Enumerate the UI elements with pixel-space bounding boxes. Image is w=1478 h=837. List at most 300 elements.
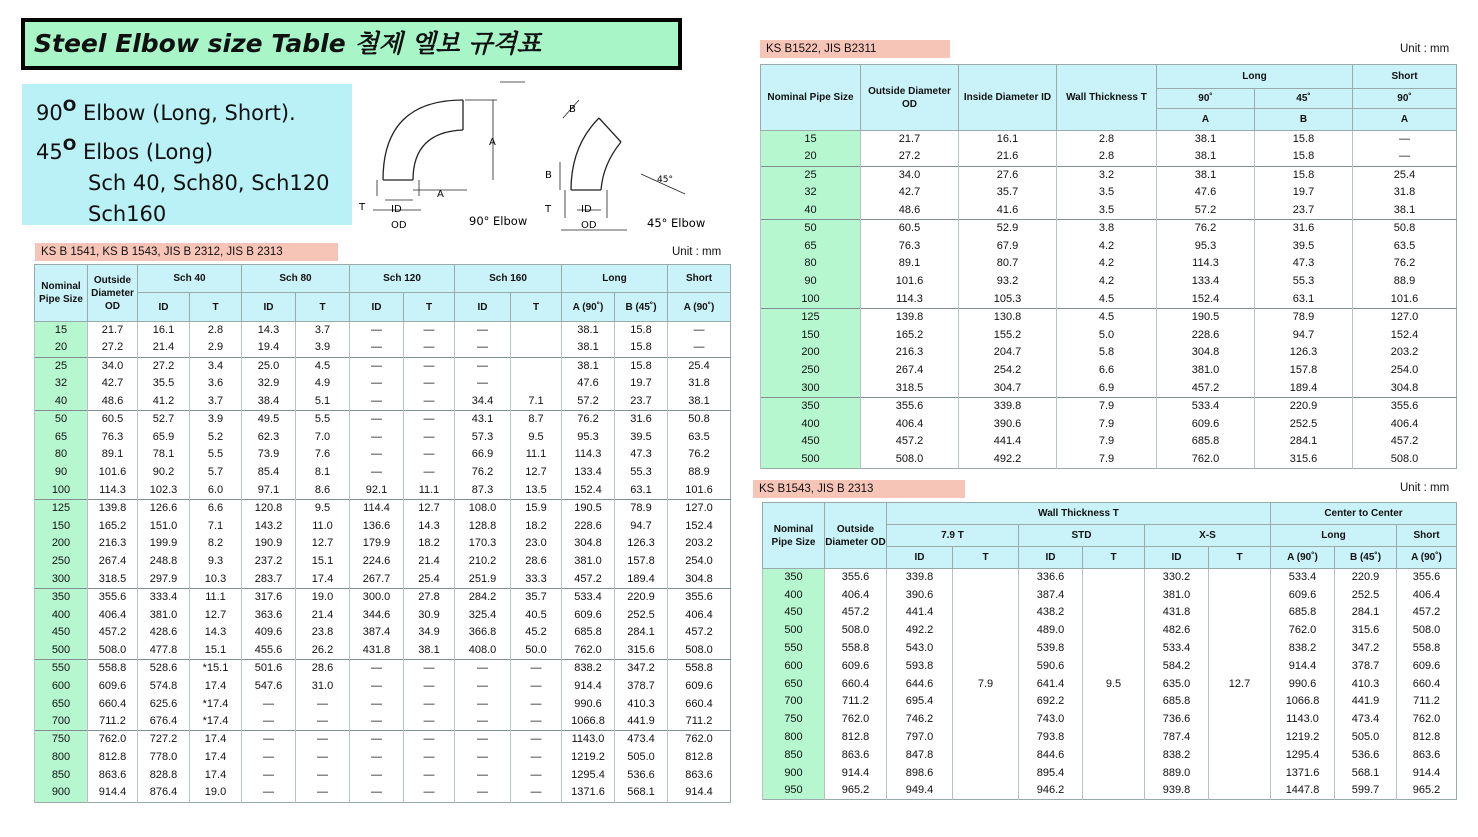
table-row: [35, 784, 731, 802]
table-row: [35, 766, 731, 784]
table-row: [761, 326, 1457, 344]
value-cell: 5.5: [190, 446, 242, 464]
value-cell: 1219.2: [1271, 729, 1335, 747]
value-cell: *17.4: [190, 713, 242, 731]
table-row: [35, 749, 731, 767]
value-cell: 6.6: [1057, 362, 1157, 380]
value-cell: 27.2: [861, 148, 959, 166]
table-row: [761, 148, 1457, 166]
value-cell: —: [350, 322, 404, 340]
value-cell: 330.2: [1145, 569, 1209, 587]
table1-unit: Unit : mm: [672, 246, 722, 258]
value-cell: —: [511, 660, 562, 678]
value-cell: 15.1: [296, 553, 350, 571]
value-cell: 65.9: [138, 428, 190, 446]
value-cell: 76.3: [861, 237, 959, 255]
value-cell: 304.8: [1157, 344, 1255, 362]
nominal-size-cell: 400: [761, 415, 861, 433]
value-cell: 838.2: [1271, 640, 1335, 658]
value-cell: 7.9: [1057, 397, 1157, 415]
value-cell: 641.4: [1019, 675, 1083, 693]
table1-sch-elbow: [34, 264, 731, 803]
value-cell: —: [242, 784, 296, 802]
table2-standard: KS B1522, JIS B2311: [760, 40, 950, 58]
value-cell: 60.5: [861, 219, 959, 237]
value-cell: —: [350, 749, 404, 767]
value-cell: 762.0: [1157, 451, 1255, 469]
value-cell: 17.4: [190, 766, 242, 784]
value-cell: —: [404, 410, 455, 428]
value-cell: 4.5: [296, 357, 350, 375]
t3-h-short: Short: [1397, 525, 1457, 547]
value-cell: 1143.0: [562, 731, 615, 749]
table-row: [35, 588, 731, 606]
t3-h-outside: Outside Diameter OD: [825, 503, 887, 569]
table-row: [35, 410, 731, 428]
value-cell: 7.1: [190, 517, 242, 535]
value-cell: 60.5: [88, 410, 138, 428]
value-cell: 179.9: [350, 535, 404, 553]
value-cell: 21.4: [296, 606, 350, 624]
value-cell: 304.8: [668, 571, 731, 589]
value-cell: 252.5: [1255, 415, 1353, 433]
table-row: [761, 131, 1457, 149]
value-cell: —: [455, 375, 511, 393]
value-cell: 5.2: [190, 428, 242, 446]
dim-A-90-b: A: [437, 189, 444, 200]
value-cell: 6.0: [190, 482, 242, 500]
value-cell: —: [296, 784, 350, 802]
value-cell: 76.3: [88, 428, 138, 446]
value-cell: 120.8: [242, 499, 296, 517]
elbow-45-line: $45^O$ Elbos (Long): [36, 135, 214, 164]
value-cell: 189.4: [1255, 380, 1353, 398]
value-cell: 21.4: [138, 339, 190, 357]
nominal-size-cell: 20: [35, 339, 88, 357]
t3-h-id: ID: [1019, 547, 1083, 569]
value-cell: 5.0: [1057, 326, 1157, 344]
nominal-size-cell: 80: [35, 446, 88, 464]
value-cell: 3.5: [1057, 202, 1157, 220]
value-cell: 50.8: [668, 410, 731, 428]
value-cell: 15.9: [511, 499, 562, 517]
t3-h-id: ID: [887, 547, 953, 569]
value-cell: 143.2: [242, 517, 296, 535]
value-cell: 1066.8: [1271, 693, 1335, 711]
nominal-size-cell: 150: [761, 326, 861, 344]
value-cell: 844.6: [1019, 746, 1083, 764]
value-cell: 93.2: [959, 273, 1057, 291]
table2-body: [761, 131, 1457, 469]
value-cell: 965.2: [825, 782, 887, 800]
nominal-size-cell: 15: [761, 131, 861, 149]
value-cell: 990.6: [562, 695, 615, 713]
dim-T-45: T: [545, 204, 552, 215]
t1-h-id: ID: [455, 293, 511, 322]
value-cell: 114.3: [88, 482, 138, 500]
nominal-size-cell: 80: [761, 255, 861, 273]
value-cell: 14.3: [190, 624, 242, 642]
t1-h-sch80: Sch 80: [242, 265, 350, 293]
value-cell: —: [511, 766, 562, 784]
value-cell: 406.4: [668, 606, 731, 624]
value-cell: 441.4: [887, 604, 953, 622]
value-cell: 34.0: [88, 357, 138, 375]
value-cell: —: [455, 695, 511, 713]
value-cell: 21.4: [404, 553, 455, 571]
elbow-90-line: $90^O$ Elbow (Long, Short).: [36, 96, 296, 125]
table-row: [761, 362, 1457, 380]
t2-h-a: A: [1157, 109, 1255, 131]
value-cell: 21.7: [861, 131, 959, 149]
t3-h-id: ID: [1145, 547, 1209, 569]
value-cell: 711.2: [825, 693, 887, 711]
value-cell: 254.0: [1353, 362, 1457, 380]
nominal-size-cell: 800: [35, 749, 88, 767]
value-cell: 609.6: [668, 677, 731, 695]
t2-h-outside: Outside Diameter OD: [861, 65, 959, 131]
value-cell: 914.4: [1397, 764, 1457, 782]
value-cell: 19.4: [242, 339, 296, 357]
value-cell: 477.8: [138, 642, 190, 660]
value-cell: —: [296, 731, 350, 749]
value-cell: 252.5: [1335, 586, 1397, 604]
t2-h-deg45: 45˚: [1255, 89, 1353, 109]
table-row: [35, 624, 731, 642]
value-cell: 152.4: [1157, 291, 1255, 309]
value-cell: —: [455, 766, 511, 784]
t1-h-b45: B (45˚): [615, 293, 668, 322]
value-cell: 949.4: [887, 782, 953, 800]
table-row: [35, 713, 731, 731]
value-cell: 431.8: [1145, 604, 1209, 622]
table2-unit: Unit : mm: [1400, 43, 1450, 55]
value-cell: —: [350, 660, 404, 678]
value-cell: 78.9: [615, 499, 668, 517]
table-row: [761, 255, 1457, 273]
nominal-size-cell: 200: [761, 344, 861, 362]
value-cell: 344.6: [350, 606, 404, 624]
table3-body: [763, 569, 1457, 800]
value-cell: 76.2: [668, 446, 731, 464]
t1-h-t: T: [404, 293, 455, 322]
value-cell: 94.7: [615, 517, 668, 535]
table-row: [35, 393, 731, 411]
value-cell: 136.6: [350, 517, 404, 535]
value-cell: 660.4: [88, 695, 138, 713]
value-cell: 7.1: [511, 393, 562, 411]
value-cell: 889.0: [1145, 764, 1209, 782]
value-cell: —: [511, 784, 562, 802]
value-cell: 762.0: [562, 642, 615, 660]
value-cell: —: [350, 695, 404, 713]
value-cell: 3.7: [190, 393, 242, 411]
value-cell: 3.6: [190, 375, 242, 393]
nominal-size-cell: 900: [763, 764, 825, 782]
value-cell: 660.4: [825, 675, 887, 693]
value-cell: 457.2: [1157, 380, 1255, 398]
value-cell: 489.0: [1019, 622, 1083, 640]
value-cell: 11.1: [404, 482, 455, 500]
t2-h-long: Long: [1157, 65, 1353, 89]
value-cell: 297.9: [138, 571, 190, 589]
nominal-size-cell: 550: [35, 660, 88, 678]
t3-h-w79: 7.9 T: [887, 525, 1019, 547]
dim-B-45-b: B: [545, 170, 552, 181]
value-cell: 914.4: [668, 784, 731, 802]
value-cell: 216.3: [861, 344, 959, 362]
t2-h-deg90: 90˚: [1157, 89, 1255, 109]
value-cell: 126.3: [615, 535, 668, 553]
value-cell: 508.0: [825, 622, 887, 640]
nominal-size-cell: 50: [35, 410, 88, 428]
value-cell: 778.0: [138, 749, 190, 767]
value-cell: 19.0: [296, 588, 350, 606]
value-cell: 4.5: [1057, 308, 1157, 326]
value-cell: 224.6: [350, 553, 404, 571]
value-cell: 47.3: [615, 446, 668, 464]
value-cell: 19.0: [190, 784, 242, 802]
value-cell: 609.6: [825, 657, 887, 675]
value-cell: 35.7: [511, 588, 562, 606]
value-cell: 711.2: [88, 713, 138, 731]
value-cell: 38.1: [1157, 166, 1255, 184]
table-row: [761, 273, 1457, 291]
value-cell: 406.4: [1397, 586, 1457, 604]
nominal-size-cell: 350: [35, 588, 88, 606]
value-cell: 347.2: [1335, 640, 1397, 658]
value-cell: 1219.2: [562, 749, 615, 767]
nominal-size-cell: 250: [35, 553, 88, 571]
value-cell: —: [404, 464, 455, 482]
value-cell: 203.2: [668, 535, 731, 553]
table-row: [35, 731, 731, 749]
value-cell: 533.4: [1157, 397, 1255, 415]
value-cell: 52.7: [138, 410, 190, 428]
value-cell: 248.8: [138, 553, 190, 571]
value-cell: 43.1: [455, 410, 511, 428]
value-cell: 152.4: [668, 517, 731, 535]
value-cell: 49.5: [242, 410, 296, 428]
value-cell: 441.9: [1335, 693, 1397, 711]
nominal-size-cell: 50: [761, 219, 861, 237]
value-cell: 50.8: [1353, 219, 1457, 237]
value-cell: 66.9: [455, 446, 511, 464]
value-cell: 220.9: [1255, 397, 1353, 415]
value-cell: 101.6: [668, 482, 731, 500]
value-cell: 355.6: [861, 397, 959, 415]
value-cell: 155.2: [959, 326, 1057, 344]
value-cell: 390.6: [887, 586, 953, 604]
t1-h-sch160: Sch 160: [455, 265, 562, 293]
value-cell: 325.4: [455, 606, 511, 624]
nominal-size-cell: 100: [35, 482, 88, 500]
value-cell: 90.2: [138, 464, 190, 482]
value-cell: 6.6: [190, 499, 242, 517]
value-cell: 1371.6: [1271, 764, 1335, 782]
value-cell: 12.7: [511, 464, 562, 482]
value-cell: —: [511, 713, 562, 731]
value-cell: —: [455, 339, 511, 357]
value-cell: 457.2: [562, 571, 615, 589]
value-cell: 52.9: [959, 219, 1057, 237]
value-cell: 8.2: [190, 535, 242, 553]
value-cell: 21.7: [88, 322, 138, 340]
nominal-size-cell: 800: [763, 729, 825, 747]
value-cell: 152.4: [562, 482, 615, 500]
value-cell: 644.6: [887, 675, 953, 693]
value-cell: 457.2: [668, 624, 731, 642]
nominal-size-cell: 600: [763, 657, 825, 675]
nominal-size-cell: 350: [763, 569, 825, 587]
value-cell: 2.8: [1057, 131, 1157, 149]
table1-standard: KS B 1541, KS B 1543, JIS B 2312, JIS B 2313: [35, 243, 338, 261]
value-cell: 457.2: [88, 624, 138, 642]
value-cell: 406.4: [88, 606, 138, 624]
value-cell: 568.1: [615, 784, 668, 802]
value-cell: 12.7: [296, 535, 350, 553]
value-cell: 685.8: [1271, 604, 1335, 622]
value-cell: 685.8: [562, 624, 615, 642]
value-cell: 568.1: [1335, 764, 1397, 782]
value-cell: 558.8: [1397, 640, 1457, 658]
value-cell: 13.5: [511, 482, 562, 500]
nominal-size-cell: 850: [763, 746, 825, 764]
value-cell: 3.4: [190, 357, 242, 375]
value-cell: 7.9: [1057, 433, 1157, 451]
value-cell: 31.8: [668, 375, 731, 393]
value-cell: 67.9: [959, 237, 1057, 255]
value-cell: 30.9: [404, 606, 455, 624]
value-cell: 31.8: [1353, 184, 1457, 202]
value-cell: 38.4: [242, 393, 296, 411]
t1-h-id: ID: [138, 293, 190, 322]
table-row: [761, 451, 1457, 469]
value-cell: 10.3: [190, 571, 242, 589]
value-cell: 508.0: [1397, 622, 1457, 640]
value-cell: —: [668, 322, 731, 340]
value-cell: 876.4: [138, 784, 190, 802]
table-row: [35, 464, 731, 482]
value-cell: 410.3: [1335, 675, 1397, 693]
value-cell: 381.0: [1145, 586, 1209, 604]
value-cell: 17.4: [296, 571, 350, 589]
value-cell: 390.6: [959, 415, 1057, 433]
value-cell: 736.6: [1145, 711, 1209, 729]
value-cell: 17.4: [190, 677, 242, 695]
nominal-size-cell: 650: [35, 695, 88, 713]
value-cell: 406.4: [861, 415, 959, 433]
table-row: [35, 695, 731, 713]
value-cell: 12.7: [190, 606, 242, 624]
value-cell: 18.2: [511, 517, 562, 535]
dim-A-90: A: [489, 137, 496, 148]
value-cell: —: [242, 731, 296, 749]
table2-ks-b1522: [760, 64, 1457, 469]
t2-h-nominal: Nominal Pipe Size: [761, 65, 861, 131]
value-cell: 32.9: [242, 375, 296, 393]
table-row: [35, 677, 731, 695]
value-cell: 220.9: [615, 588, 668, 606]
nominal-size-cell: 20: [761, 148, 861, 166]
value-cell: 574.8: [138, 677, 190, 695]
value-cell: 863.6: [825, 746, 887, 764]
value-cell: 87.3: [455, 482, 511, 500]
value-cell: 812.8: [88, 749, 138, 767]
value-cell: 533.4: [1145, 640, 1209, 658]
value-cell: 76.2: [562, 410, 615, 428]
table-row: [35, 339, 731, 357]
value-cell: 2.8: [190, 322, 242, 340]
value-cell: 35.7: [959, 184, 1057, 202]
value-cell: 25.0: [242, 357, 296, 375]
value-cell: 189.4: [615, 571, 668, 589]
value-cell: —: [404, 322, 455, 340]
value-cell: 381.0: [1157, 362, 1255, 380]
t3-h-t: T: [1209, 547, 1271, 569]
value-cell: 38.1: [1157, 131, 1255, 149]
value-cell: 254.0: [668, 553, 731, 571]
value-cell: 409.6: [242, 624, 296, 642]
table3-unit: Unit : mm: [1400, 482, 1450, 494]
value-cell: 558.8: [668, 660, 731, 678]
value-cell: —: [350, 410, 404, 428]
value-cell: —: [404, 749, 455, 767]
value-cell: —: [350, 339, 404, 357]
value-cell: 6.9: [1057, 380, 1157, 398]
value-cell: —: [296, 766, 350, 784]
value-cell: 21.6: [959, 148, 1057, 166]
value-cell: 914.4: [1271, 657, 1335, 675]
nominal-size-cell: 850: [35, 766, 88, 784]
table3-standard: KS B1543, JIS B 2313: [753, 480, 965, 498]
value-cell: —: [350, 784, 404, 802]
value-cell: 190.5: [1157, 308, 1255, 326]
value-cell: 501.6: [242, 660, 296, 678]
value-cell: —: [404, 677, 455, 695]
value-cell: 381.0: [562, 553, 615, 571]
value-cell: [511, 322, 562, 340]
value-cell: 558.8: [88, 660, 138, 678]
value-cell: —: [404, 784, 455, 802]
value-cell: 23.7: [615, 393, 668, 411]
value-cell: 508.0: [668, 642, 731, 660]
value-cell: 2.8: [1057, 148, 1157, 166]
t1-h-t: T: [511, 293, 562, 322]
table-row: [35, 535, 731, 553]
value-cell: 128.8: [455, 517, 511, 535]
value-cell: 492.2: [887, 622, 953, 640]
value-cell: 406.4: [1353, 415, 1457, 433]
value-cell: 536.6: [615, 766, 668, 784]
value-cell: 685.8: [1145, 693, 1209, 711]
t3-h-t: T: [953, 547, 1019, 569]
value-cell: —: [455, 713, 511, 731]
value-cell: 34.9: [404, 624, 455, 642]
value-cell: 4.9: [296, 375, 350, 393]
value-cell: 101.6: [1353, 291, 1457, 309]
value-cell: 94.7: [1255, 326, 1353, 344]
value-cell: 558.8: [825, 640, 887, 658]
value-cell: 228.6: [1157, 326, 1255, 344]
table-row: [761, 433, 1457, 451]
value-cell: 946.2: [1019, 782, 1083, 800]
dim-B-45: B: [569, 104, 576, 115]
value-cell: —: [350, 393, 404, 411]
value-cell: —: [350, 731, 404, 749]
value-cell: 828.8: [138, 766, 190, 784]
t3-h-t: T: [1083, 547, 1145, 569]
